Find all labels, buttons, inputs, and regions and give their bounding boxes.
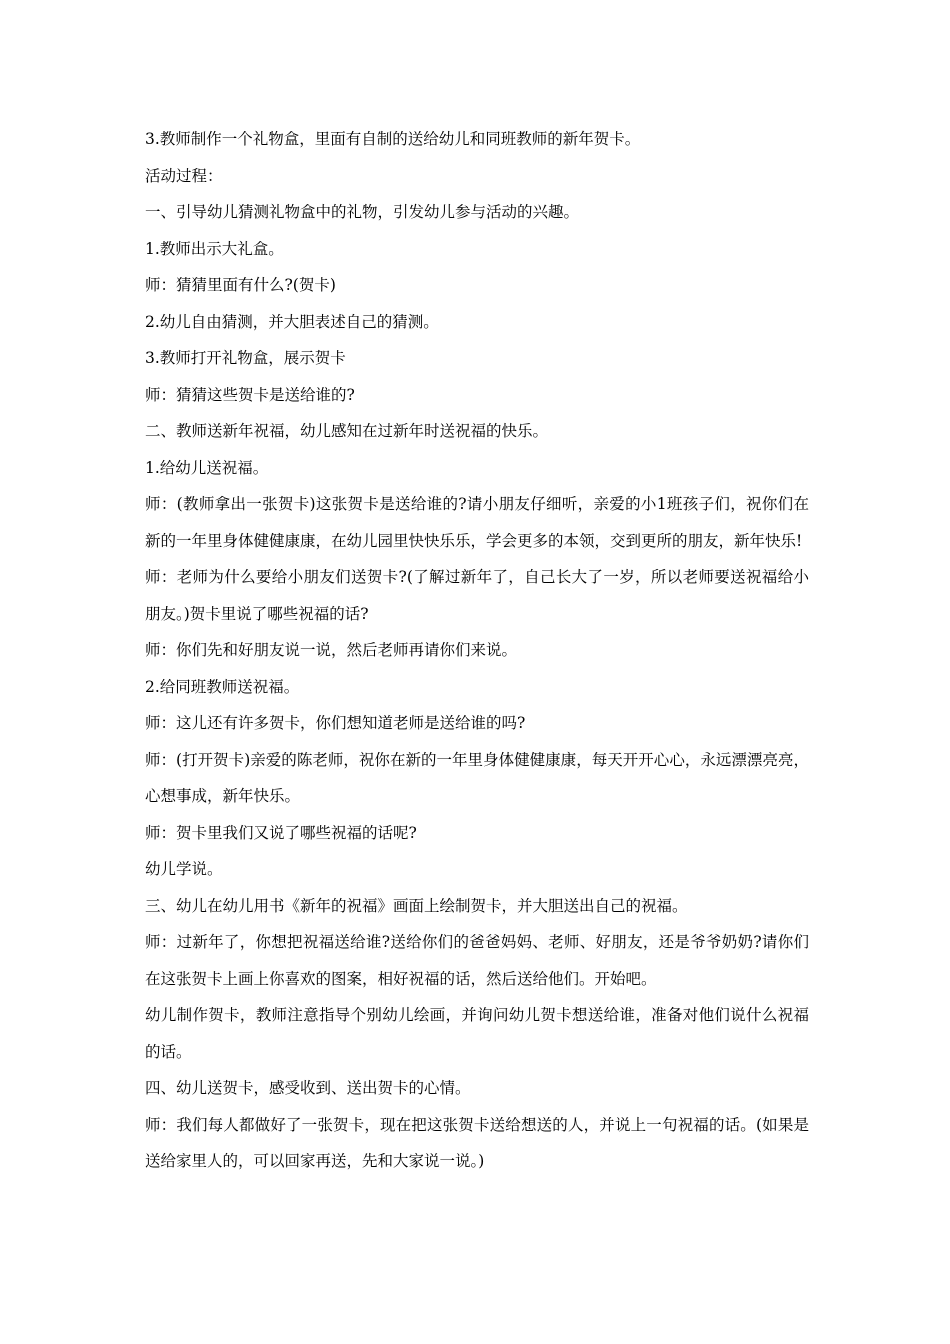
paragraph-children-line: 幼儿学说。 <box>145 860 223 878</box>
paragraph-1-2: 2.幼儿自由猜测，并大胆表述自己的猜测。 <box>145 312 439 331</box>
paragraph-teacher-line: 师：猜猜这些贺卡是送给谁的? <box>145 385 355 404</box>
paragraph-teacher-line: 师：(打开贺卡)亲爱的陈老师，祝你在新的一年里身体健健康康，每天开开心心，永远漂漂亮亮，心想事成，新年快乐。 <box>145 750 809 805</box>
paragraph-activity-process-heading: 活动过程： <box>145 166 223 185</box>
section-heading-1: 一、引导幼儿猜测礼物盒中的礼物，引发幼儿参与活动的兴趣。 <box>145 203 580 221</box>
paragraph-teacher-line: 师：猜猜里面有什么?(贺卡) <box>145 276 336 294</box>
paragraph-teacher-line: 师：这儿还有许多贺卡，你们想知道老师是送给谁的吗? <box>145 714 526 732</box>
paragraph-teacher-line: 师：(教师拿出一张贺卡)这张贺卡是送给谁的?请小朋友仔细听，亲爱的小1班孩子们，祝你们在新的一年里身体健健康康，在幼儿园里快快乐乐，学会更多的本领，交到更所的朋友，新年快乐! <box>145 495 809 550</box>
paragraph-children-line: 幼儿制作贺卡，教师注意指导个别幼儿绘画，并询问幼儿贺卡想送给谁，准备对他们说什么祝福的话。 <box>145 1006 809 1061</box>
section-heading-2: 二、教师送新年祝福，幼儿感知在过新年时送祝福的快乐。 <box>145 422 549 440</box>
paragraph-1-3: 3.教师打开礼物盒，展示贺卡 <box>145 349 346 367</box>
paragraph-2-2: 2.给同班教师送祝福。 <box>145 677 300 696</box>
paragraph-teacher-line: 师：我们每人都做好了一张贺卡，现在把这张贺卡送给想送的人，并说上一句祝福的话。(如果是送给家里人的，可以回家再送，先和大家说一说。) <box>145 1115 809 1170</box>
section-heading-4: 四、幼儿送贺卡，感受收到、送出贺卡的心情。 <box>145 1079 471 1097</box>
paragraph-2-1: 1.给幼儿送祝福。 <box>145 458 269 477</box>
paragraph-teacher-line: 师：老师为什么要给小朋友们送贺卡?(了解过新年了，自己长大了一岁，所以老师要送祝福给小朋友。)贺卡里说了哪些祝福的话? <box>145 568 809 623</box>
section-heading-3: 三、幼儿在幼儿用书《新年的祝福》画面上绘制贺卡，并大胆送出自己的祝福。 <box>145 896 688 915</box>
paragraph-teacher-line: 师：贺卡里我们又说了哪些祝福的话呢? <box>145 823 417 842</box>
paragraph-teacher-line: 师：过新年了，你想把祝福送给谁?送给你们的爸爸妈妈、老师、好朋友，还是爷爷奶奶?请你们在这张贺卡上画上你喜欢的图案，相好祝福的话，然后送给他们。开始吧。 <box>145 933 809 988</box>
document-body <box>145 121 809 1180</box>
paragraph-teacher-line: 师：你们先和好朋友说一说，然后老师再请你们来说。 <box>145 641 518 659</box>
paragraph-materials-3: 3.教师制作一个礼物盒，里面有自制的送给幼儿和同班教师的新年贺卡。 <box>145 130 641 148</box>
paragraph-1-1: 1.教师出示大礼盒。 <box>145 239 284 258</box>
